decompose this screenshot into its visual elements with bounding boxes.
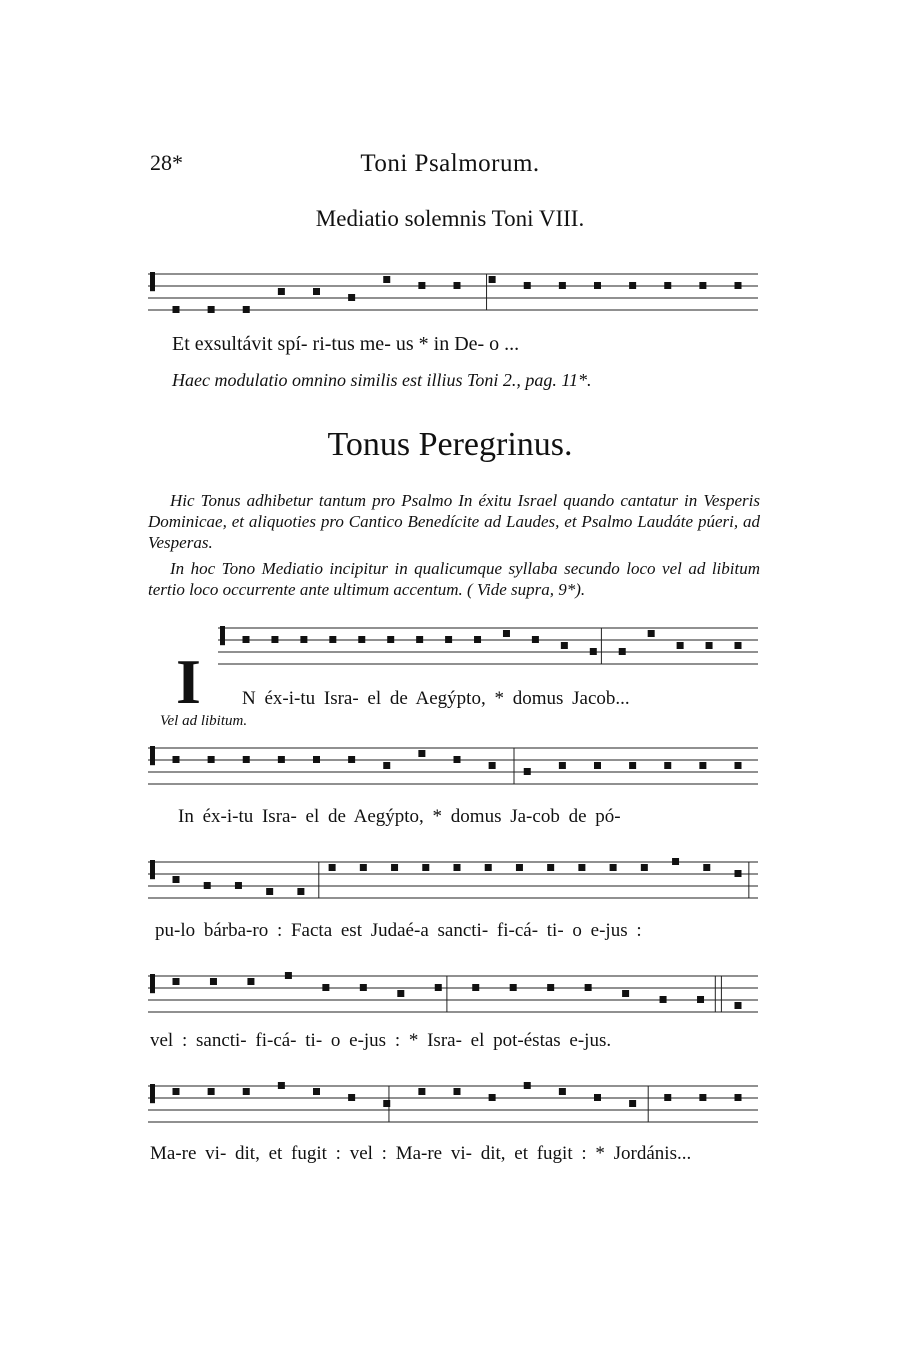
neume-note	[285, 972, 292, 979]
neume-note	[503, 630, 510, 637]
neume-note	[578, 864, 585, 871]
neume-note	[208, 756, 215, 763]
neume-note	[360, 984, 367, 991]
neume-note	[329, 636, 336, 643]
staff-peregrinus-5	[148, 1076, 758, 1132]
c-clef-icon	[150, 746, 155, 765]
neume-note	[510, 984, 517, 991]
neume-note	[629, 282, 636, 289]
neume-note	[235, 882, 242, 889]
neume-note	[418, 1088, 425, 1095]
neume-note	[278, 1082, 285, 1089]
paragraph-usage-text: Hic Tonus adhibetur tantum pro Psalmo In éxitu Israel quando cantatur in Vesperis Dominicae, et aliquoties pro Cantico Benedícite ad Laudes, et Psalmo Laudáte púeri, ad Vesperas.	[148, 491, 760, 552]
neume-note	[561, 642, 568, 649]
neume-note	[524, 282, 531, 289]
neume-note	[706, 642, 713, 649]
neume-note	[672, 858, 679, 865]
note-mediatio: Haec modulatio omnino similis est illius Toni 2., pag. 11*.	[172, 370, 592, 390]
neume-note	[735, 1002, 742, 1009]
neume-note	[641, 864, 648, 871]
neume-note	[619, 648, 626, 655]
main-title-tonus-peregrinus: Tonus Peregrinus.	[327, 426, 573, 463]
neume-note	[383, 762, 390, 769]
neume-note	[173, 1088, 180, 1095]
staff-peregrinus-1-svg	[218, 618, 758, 674]
neume-note	[208, 1088, 215, 1095]
lyrics-line-4	[150, 1030, 611, 1052]
neume-note	[524, 768, 531, 775]
neume-note	[699, 762, 706, 769]
neume-note	[445, 636, 452, 643]
neume-note	[516, 864, 523, 871]
neume-note	[391, 864, 398, 871]
neume-note	[454, 1088, 461, 1095]
paragraph-mediatio-text: In hoc Tono Mediatio incipitur in qualicumque syllaba secundo loco vel ad libitum tertio loco occurrente ante ultimum accentum. ( Vide supra, 9*).	[148, 559, 760, 599]
c-clef-icon	[150, 974, 155, 993]
neume-note	[416, 636, 423, 643]
neume-note	[313, 1088, 320, 1095]
neume-note	[329, 864, 336, 871]
paragraph-mediatio	[148, 558, 760, 600]
neume-note	[559, 762, 566, 769]
neume-note	[559, 282, 566, 289]
vel-ad-libitum-label: Vel ad libitum.	[160, 713, 248, 729]
neume-note	[585, 984, 592, 991]
neume-note	[204, 882, 211, 889]
neume-note	[610, 864, 617, 871]
neume-note	[677, 642, 684, 649]
neume-note	[489, 762, 496, 769]
neume-note	[622, 990, 629, 997]
lyrics-line-2: In éx-i-tu Isra- el de Aegýpto, * domus Ja-cob de pó-	[178, 806, 621, 827]
neume-note	[266, 888, 273, 895]
neume-note	[422, 864, 429, 871]
neume-note	[173, 978, 180, 985]
neume-note	[313, 288, 320, 295]
neume-note	[243, 1088, 250, 1095]
neume-note	[699, 282, 706, 289]
neume-note	[278, 288, 285, 295]
neume-note	[243, 636, 250, 643]
neume-note	[360, 864, 367, 871]
neume-note	[664, 282, 671, 289]
neume-note	[418, 750, 425, 757]
neume-note	[435, 984, 442, 991]
section-title-mediatio: Mediatio solemnis Toni VIII.	[315, 206, 585, 231]
staff-peregrinus-2-svg	[148, 738, 758, 794]
lyrics-mediatio: Et exsultávit spí- ri-tus me- us * in De- o ...	[172, 333, 520, 355]
neume-note	[648, 630, 655, 637]
c-clef-icon	[150, 272, 155, 291]
neume-note	[348, 756, 355, 763]
neume-note	[348, 1094, 355, 1101]
paragraph-usage	[148, 490, 760, 553]
staff-mediatio	[148, 262, 758, 322]
neume-note	[278, 756, 285, 763]
neume-note	[173, 306, 180, 313]
neume-note	[524, 1082, 531, 1089]
neume-note	[472, 984, 479, 991]
neume-note	[210, 978, 217, 985]
c-clef-icon	[150, 860, 155, 879]
staff-peregrinus-4	[148, 964, 758, 1024]
neume-note	[697, 996, 704, 1003]
neume-note	[247, 978, 254, 985]
neume-note	[594, 282, 601, 289]
lyrics-line-4-text: vel : sancti- fi-cá- ti- o e-jus : * Isra- el pot-éstas e-jus.	[150, 1030, 612, 1051]
neume-note	[297, 888, 304, 895]
neume-note	[418, 282, 425, 289]
staff-peregrinus-3-svg	[148, 850, 758, 910]
neume-note	[387, 636, 394, 643]
neume-note	[397, 990, 404, 997]
neume-note	[547, 984, 554, 991]
neume-note	[383, 1100, 390, 1107]
neume-note	[735, 282, 742, 289]
neume-note	[703, 864, 710, 871]
c-clef-icon	[150, 1084, 155, 1103]
neume-note	[489, 1094, 496, 1101]
neume-note	[358, 636, 365, 643]
neume-note	[454, 282, 461, 289]
lyrics-line-3: pu-lo bárba-ro : Facta est Judaé-a sancti- fi-cá- ti- o e-jus :	[155, 920, 642, 941]
running-title: Toni Psalmorum.	[360, 150, 540, 177]
neume-note	[590, 648, 597, 655]
neume-note	[454, 864, 461, 871]
neume-note	[735, 762, 742, 769]
neume-note	[383, 276, 390, 283]
neume-note	[629, 762, 636, 769]
staff-mediatio-svg	[148, 262, 758, 322]
staff-peregrinus-2	[148, 738, 758, 794]
staff-peregrinus-1	[218, 618, 758, 674]
staff-peregrinus-3	[148, 850, 758, 910]
neume-note	[559, 1088, 566, 1095]
neume-note	[699, 1094, 706, 1101]
lyrics-line-1: N éx-i-tu Isra- el de Aegýpto, * domus Jacob...	[242, 688, 630, 709]
neume-note	[208, 306, 215, 313]
staff-peregrinus-5-svg	[148, 1076, 758, 1132]
neume-note	[532, 636, 539, 643]
neume-note	[173, 756, 180, 763]
neume-note	[271, 636, 278, 643]
lyrics-line-5: Ma-re vi- dit, et fugit : vel : Ma-re vi- dit, et fugit : * Jordánis...	[150, 1143, 692, 1164]
staff-peregrinus-4-svg	[148, 964, 758, 1024]
neume-note	[664, 762, 671, 769]
neume-note	[664, 1094, 671, 1101]
neume-note	[243, 306, 250, 313]
c-clef-icon	[220, 626, 225, 645]
neume-note	[313, 756, 320, 763]
neume-note	[660, 996, 667, 1003]
neume-note	[322, 984, 329, 991]
neume-note	[348, 294, 355, 301]
initial-letter: I	[176, 646, 201, 717]
neume-note	[594, 762, 601, 769]
neume-note	[735, 870, 742, 877]
neume-note	[454, 756, 461, 763]
neume-note	[735, 1094, 742, 1101]
neume-note	[474, 636, 481, 643]
neume-note	[243, 756, 250, 763]
page-number: 28*	[150, 150, 183, 175]
neume-note	[485, 864, 492, 871]
neume-note	[489, 276, 496, 283]
neume-note	[629, 1100, 636, 1107]
neume-note	[300, 636, 307, 643]
neume-note	[735, 642, 742, 649]
neume-note	[547, 864, 554, 871]
neume-note	[594, 1094, 601, 1101]
neume-note	[173, 876, 180, 883]
